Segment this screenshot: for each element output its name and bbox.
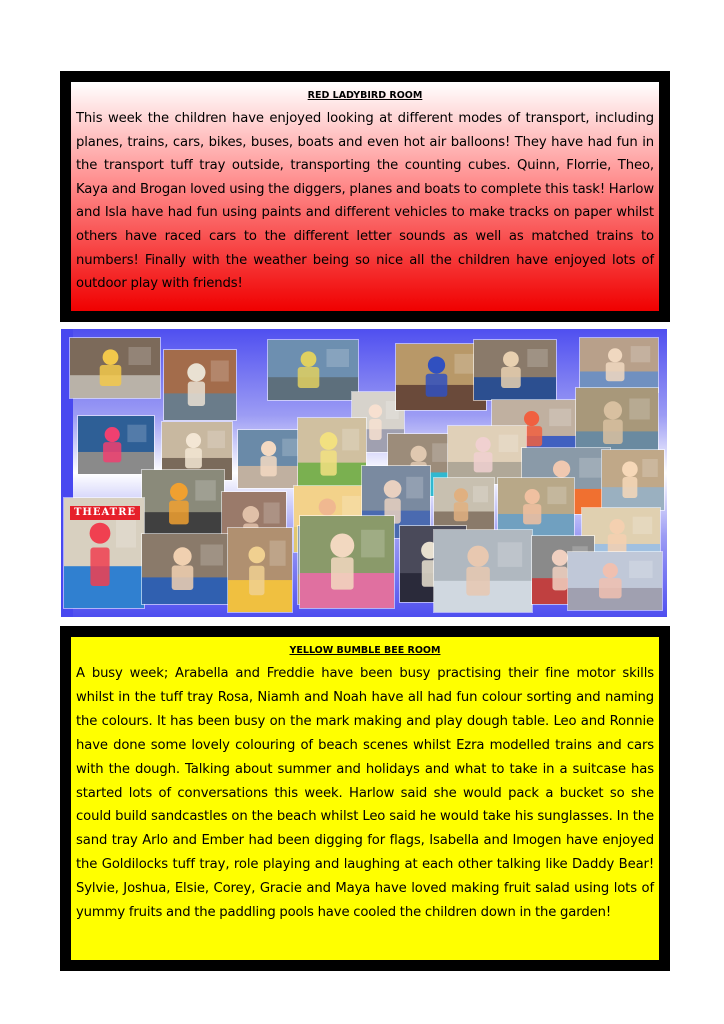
collage-photo xyxy=(69,337,161,399)
collage-photo xyxy=(163,349,237,421)
collage-photo xyxy=(267,339,359,401)
red-panel-inner xyxy=(71,82,659,311)
photo-collage xyxy=(61,329,667,617)
collage-photo xyxy=(447,425,527,485)
red-room-title: RED LADYBIRD ROOM xyxy=(307,90,423,101)
collage-photo xyxy=(141,469,225,539)
collage-photo xyxy=(77,415,155,475)
red-room-text: This week the children have enjoyed looking at different modes of transport, including planes, trains, cars, bikes, buses, boats and even hot air balloons! They have had fun in the transport tuff tray outside, transporting the counting cubes. Quinn, Florrie, Theo, Kaya and Brogan loved using the diggers, planes and boats to complete this task! Harlow and Isla have had fun using paints and different vehicles to make tracks on paper whilst others have raced cars to the different letter sounds as well as matched trains to numbers! Finally with the weather being so nice all the children have enjoyed lots of outdoor play with friends! xyxy=(76,111,654,292)
yellow-bumble-bee-room-panel xyxy=(60,626,670,971)
collage-photo xyxy=(227,527,293,613)
red-ladybird-room-panel xyxy=(60,71,670,322)
collage-photo xyxy=(63,497,145,609)
collage-photo xyxy=(297,417,367,491)
collage-photo xyxy=(141,533,233,605)
yellow-panel-inner xyxy=(71,637,659,960)
collage-photo xyxy=(601,449,665,511)
yellow-room-text: A busy week; Arabella and Freddie have been busy practising their fine motor skills whilst in the tuff tray Rosa, Niamh and Noah have all had fun colour sorting and naming the colours. It has been busy on the mark making and play dough table. Leo and Ronnie have done some lovely colouring of beach scenes whilst Ezra modelled trains and cars with the dough. Talking about summer and holidays and what to take in a suitcase has started lots of conversations this week. Harlow said she would pack a bucket so she could build sandcastles on the beach whilst Leo said he would take his sunglasses. In the sand tray Arlo and Ember had been digging for flags, Isabella and Imogen have enjoyed the Goldilocks tuff tray, role playing and laughing at each other talking like Daddy Bear! Sylvie, Joshua, Elsie, Corey, Gracie and Maya have loved making fruit salad using lots of yummy fruits and the paddling pools have cooled the children down in the garden! xyxy=(76,666,654,921)
collage-photo xyxy=(579,337,659,393)
collage-photo xyxy=(473,339,557,401)
theatre-sign: THEATRE xyxy=(70,506,140,520)
collage-photo xyxy=(433,529,533,613)
yellow-room-title: YELLOW BUMBLE BEE ROOM xyxy=(289,645,441,656)
collage-photo xyxy=(299,515,395,609)
collage-photo xyxy=(567,551,663,611)
collage-photo xyxy=(497,477,575,537)
